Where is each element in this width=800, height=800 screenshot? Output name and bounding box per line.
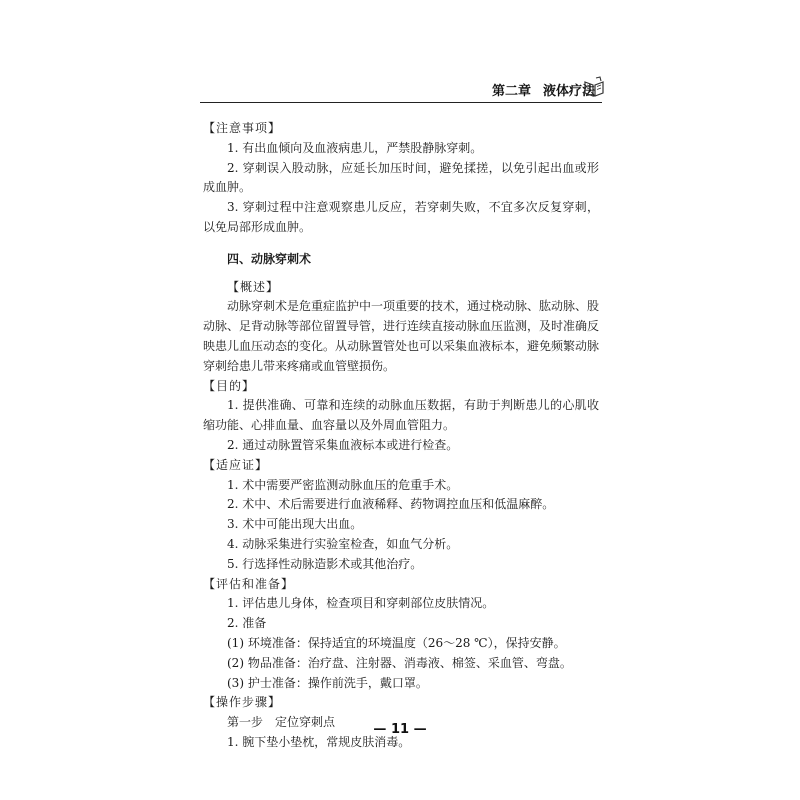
assessment-item: 2. 准备 (227, 616, 267, 631)
precaution-item: 2. 穿刺误入股动脉，应延长加压时间，避免揉搓，以免引起出血或形成血肿。 (203, 160, 599, 195)
step-title: 第一步 定位穿刺点 (227, 715, 336, 730)
indications-heading: 【适应证】 (203, 457, 269, 472)
indication-item: 5. 行选择性动脉造影术或其他治疗。 (227, 556, 423, 571)
purpose-item: 2. 通过动脉置管采集血液标本或进行检查。 (227, 437, 459, 452)
assessment-item: (2) 物品准备：治疗盘、注射器、消毒液、棉签、采血管、弯盘。 (227, 655, 572, 670)
precaution-item: 1. 有出血倾向及血液病患儿，严禁股静脉穿刺。 (227, 140, 483, 155)
page-number: — 11 — (373, 722, 427, 737)
chapter-title: 液体疗法 (542, 84, 595, 99)
assessment-heading: 【评估和准备】 (203, 576, 295, 591)
assessment-item: (1) 环境准备：保持适宜的环境温度（26～28 ℃），保持安静。 (227, 635, 566, 650)
page-body (203, 119, 599, 753)
section-title: 四、动脉穿刺术 (227, 251, 312, 266)
overview-heading: 【概述】 (227, 279, 280, 294)
chapter-number: 第二章 (491, 84, 531, 99)
indication-item: 1. 术中需要严密监测动脉血压的危重手术。 (227, 477, 459, 492)
assessment-item: 1. 评估患儿身体，检查项目和穿刺部位皮肤情况。 (227, 596, 495, 611)
running-head (492, 80, 595, 99)
purpose-item: 1. 提供准确、可靠和连续的动脉血压数据，有助于判断患儿的心肌收缩功能、心排血量、血容量以及外周血管阻力。 (203, 398, 599, 433)
book-icon (583, 76, 605, 98)
header-rule (200, 102, 602, 103)
indication-item: 3. 术中可能出现大出血。 (227, 517, 363, 532)
precautions-heading: 【注意事项】 (203, 121, 282, 135)
overview-paragraph: 动脉穿刺术是危重症监护中一项重要的技术，通过桡动脉、肱动脉、股动脉、足背动脉等部位留置导管，进行连续直接动脉血压监测，及时准确反映患儿血压动态的变化。从动脉置管处也可以采集血液标本，避免频繁动脉穿刺给患儿带来疼痛或血管壁损伤。 (203, 299, 600, 373)
purpose-heading: 【目的】 (203, 378, 256, 393)
step-item: 1. 腕下垫小垫枕，常规皮肤消毒。 (227, 734, 411, 749)
indication-item: 2. 术中、术后需要进行血液稀释、药物调控血压和低温麻醉。 (227, 497, 555, 512)
procedure-heading: 【操作步骤】 (203, 695, 282, 710)
assessment-item: (3) 护士准备：操作前洗手，戴口罩。 (227, 675, 428, 690)
indication-item: 4. 动脉采集进行实验室检查，如血气分析。 (227, 536, 459, 551)
precaution-item: 3. 穿刺过程中注意观察患儿反应，若穿刺失败，不宜多次反复穿刺，以免局部形成血肿。 (203, 200, 599, 234)
